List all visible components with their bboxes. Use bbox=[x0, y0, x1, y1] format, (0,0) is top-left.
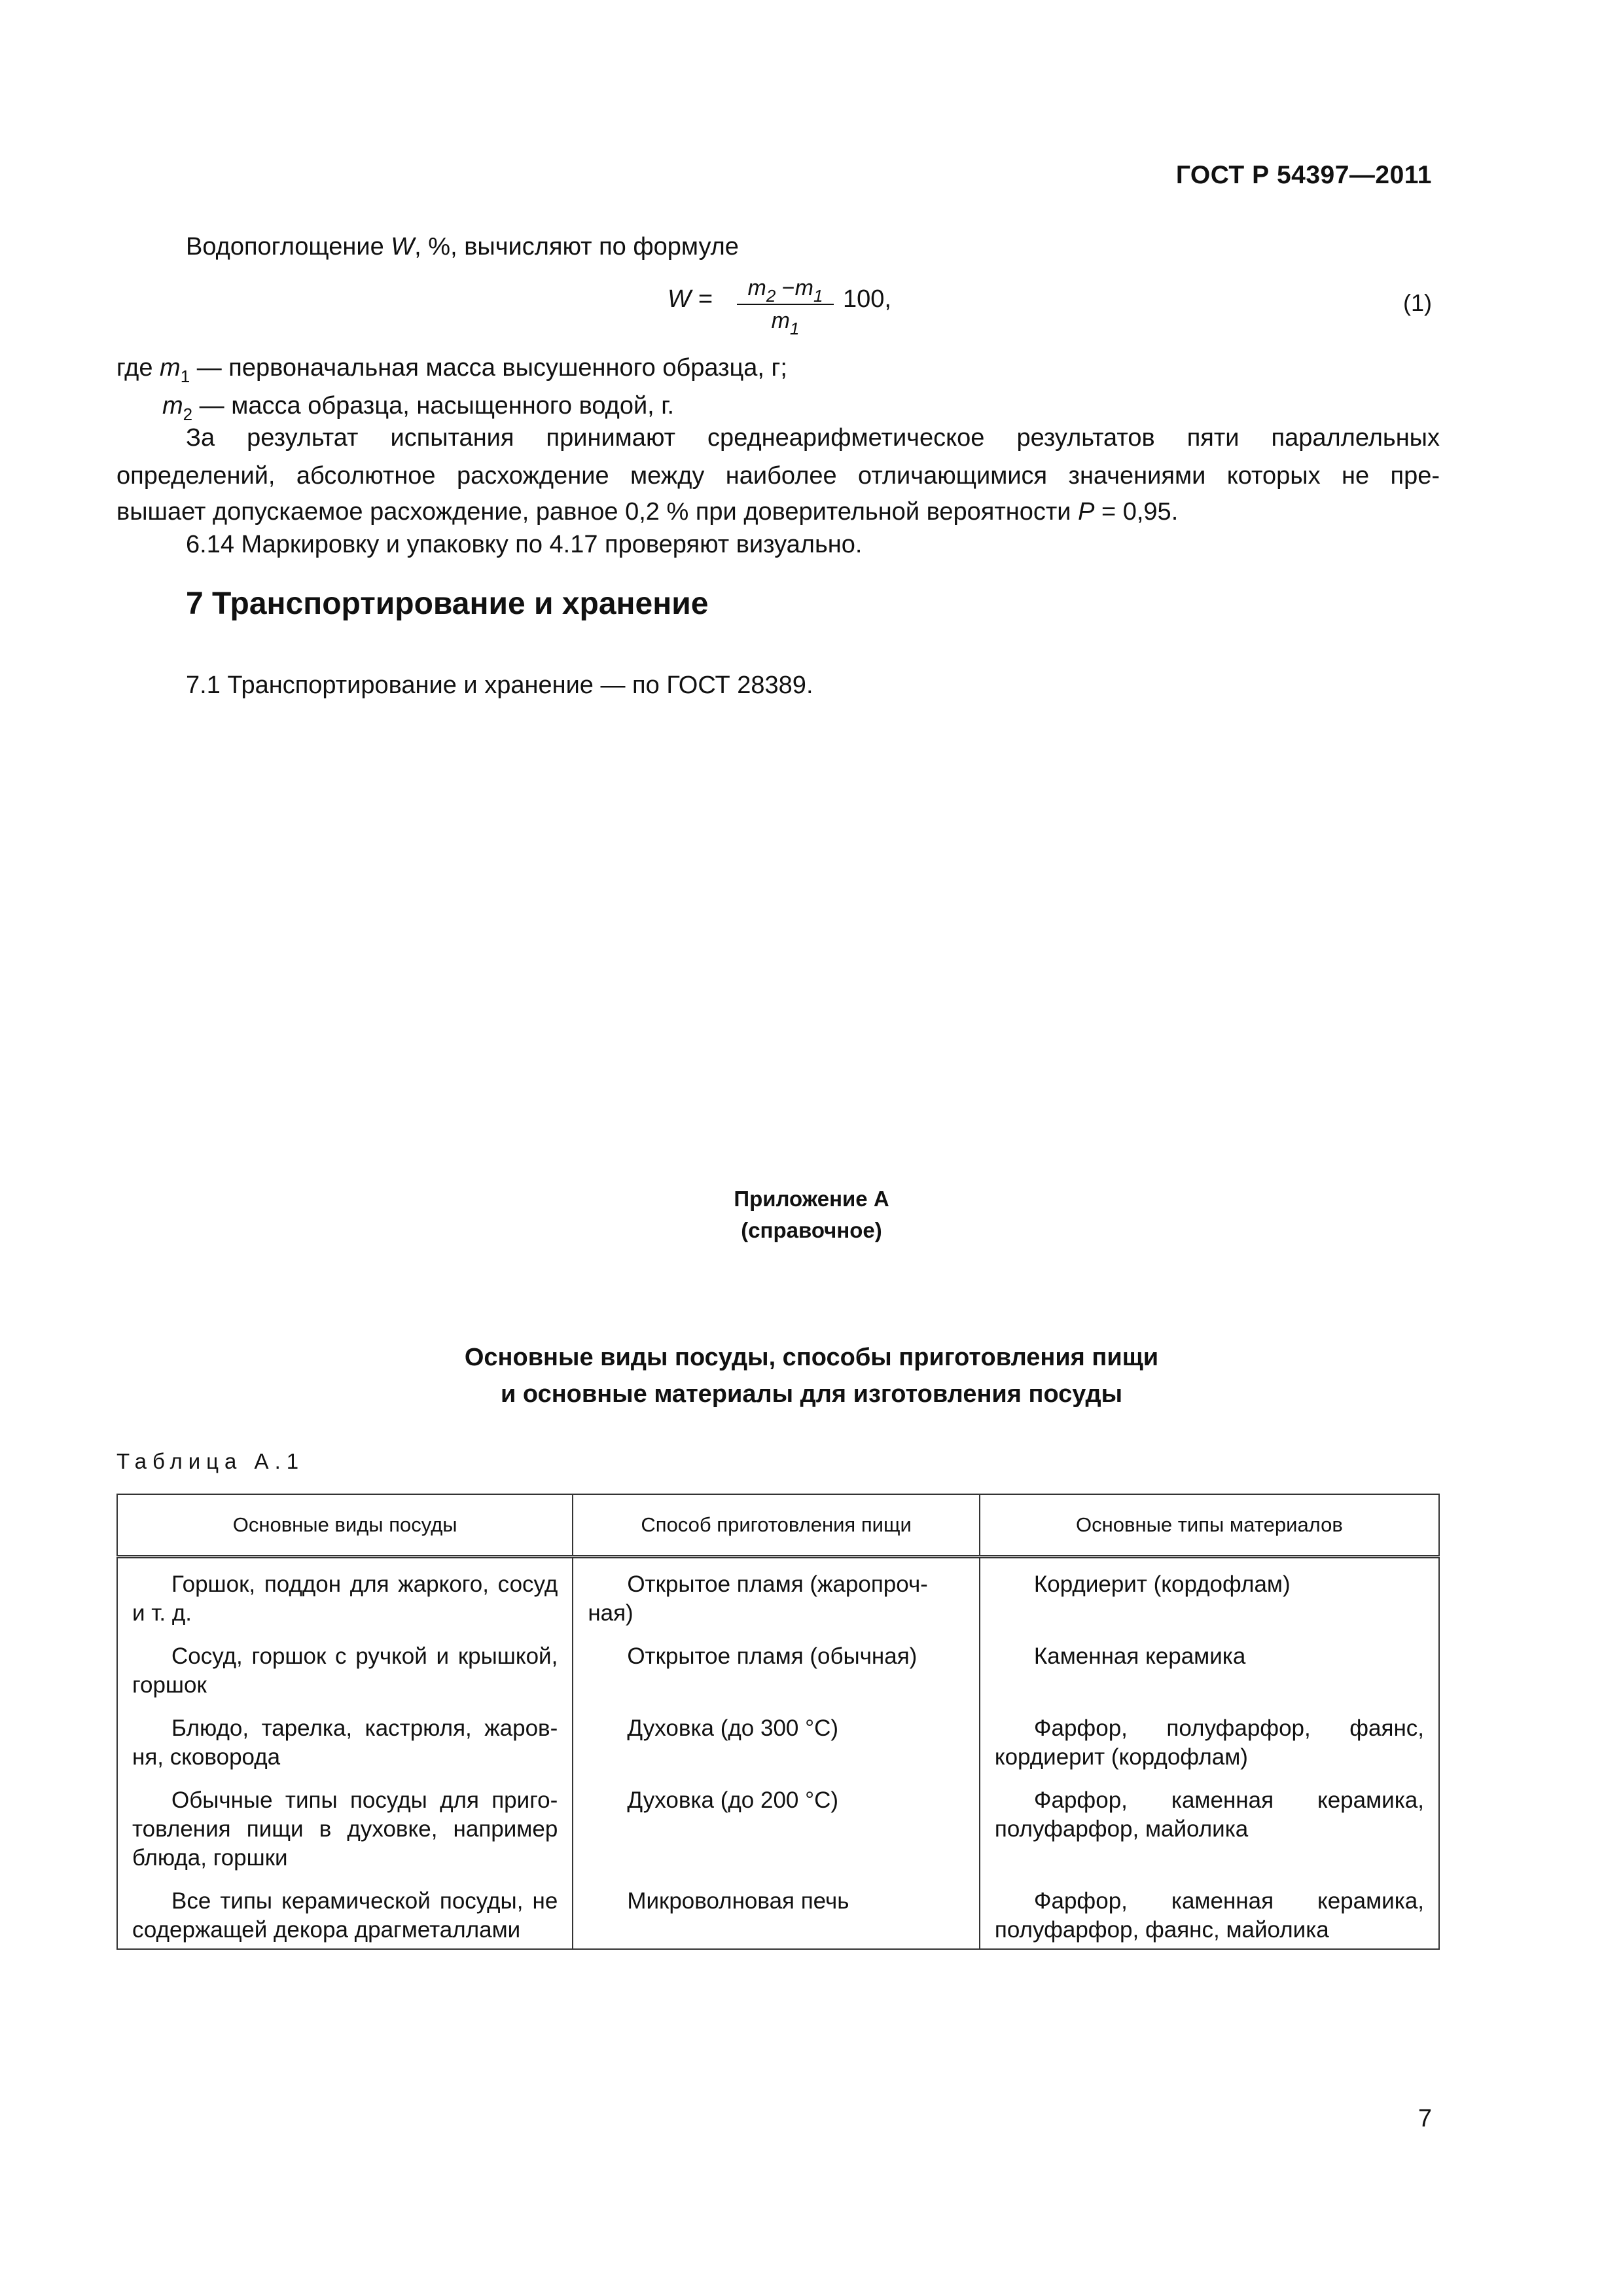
table-cell: Каменная керамика bbox=[980, 1642, 1439, 1714]
table-row bbox=[117, 1557, 1439, 1643]
table-row bbox=[117, 1786, 1439, 1887]
table-cell: Фарфор, каменная керамика, полуфарфор, майолика bbox=[980, 1786, 1439, 1887]
page-number: 7 bbox=[1418, 2105, 1432, 2132]
where-line-2: $m_2$ — масса образца, насыщенного водой, г. bbox=[162, 392, 675, 424]
formula-intro-var: W bbox=[391, 233, 415, 260]
table-row bbox=[117, 1887, 1439, 1949]
formula-intro-text: Водопоглощение bbox=[186, 233, 391, 260]
formula-numerator: $m_2 -m_1$ bbox=[747, 276, 823, 306]
table-row bbox=[117, 1642, 1439, 1714]
annex-title: Приложение А bbox=[734, 1187, 889, 1211]
table-cell: Фарфор, полуфарфор, фаянс, кордиерит (кордофлам) bbox=[980, 1714, 1439, 1786]
result-para-line-1: За результат испытания принимают среднеарифметическое результатов пяти параллельных bbox=[186, 424, 1440, 452]
column-header: Способ приготовления пищи bbox=[573, 1494, 980, 1557]
result-para-line-2: определений, абсолютное расхождение между наиболее отличающимися значениями которых не пре- bbox=[116, 462, 1440, 490]
table-label: Таблица А.1 bbox=[116, 1449, 305, 1473]
table-cell: Кордиерит (кордофлам) bbox=[980, 1557, 1439, 1643]
table-title bbox=[0, 1339, 1623, 1412]
equation-number: (1) bbox=[1403, 289, 1432, 316]
formula-lhs: W = bbox=[668, 285, 713, 313]
column-header: Основные типы материалов bbox=[980, 1494, 1439, 1557]
formula-denominator: $m_1$ bbox=[771, 308, 800, 338]
table-a1 bbox=[116, 1494, 1440, 1950]
formula-intro-text-end: , %, вычисляют по формуле bbox=[414, 233, 739, 260]
section-7-heading: 7 Транспортирование и хранение bbox=[186, 586, 709, 621]
table-cell: Обычные типы посуды для приго-товления пищи в духовке, например блюда, горшки bbox=[117, 1786, 573, 1887]
table-title-line-1: Основные виды посуды, способы приготовления пищи bbox=[464, 1344, 1159, 1371]
item-7-1: 7.1 Транспортирование и хранение — по ГОСТ 28389. bbox=[186, 672, 813, 699]
table-cell: Духовка (до 200 °С) bbox=[573, 1786, 980, 1887]
formula-intro bbox=[186, 228, 739, 266]
table-cell: Все типы керамической посуды, не содержащей декора драгметаллами bbox=[117, 1887, 573, 1949]
annex-status: (справочное) bbox=[741, 1218, 882, 1242]
table-cell: Открытое пламя (жаропроч-ная) bbox=[573, 1557, 980, 1643]
where-line-1: где $m_1$ — первоначальная масса высушенного образца, г; bbox=[116, 354, 787, 386]
formula-fraction bbox=[733, 274, 838, 338]
table-cell: Фарфор, каменная керамика, полуфарфор, фаянс, майолика bbox=[980, 1887, 1439, 1949]
formula-multiplier: 100, bbox=[843, 285, 891, 313]
item-6-14: 6.14 Маркировку и упаковку по 4.17 проверяют визуально. bbox=[186, 531, 863, 558]
table-cell: Открытое пламя (обычная) bbox=[573, 1642, 980, 1714]
standard-designation: ГОСТ Р 54397—2011 bbox=[1175, 161, 1432, 189]
column-header: Основные виды посуды bbox=[117, 1494, 573, 1557]
table-title-line-2: и основные материалы для изготовления посуды bbox=[500, 1380, 1123, 1408]
table-cell: Горшок, поддон для жаркого, сосуд и т. д. bbox=[117, 1557, 573, 1643]
table-cell: Микроволновая печь bbox=[573, 1887, 980, 1949]
table-cell: Блюдо, тарелка, кастрюля, жаров-ня, сковорода bbox=[117, 1714, 573, 1786]
table-cell: Духовка (до 300 °С) bbox=[573, 1714, 980, 1786]
table-header-row bbox=[117, 1494, 1439, 1557]
result-para-line-3: вышает допускаемое расхождение, равное 0,2 % при доверительной вероятности P = 0,95. bbox=[116, 498, 1179, 526]
table-row bbox=[117, 1714, 1439, 1786]
table-cell: Сосуд, горшок с ручкой и крышкой, горшок bbox=[117, 1642, 573, 1714]
annex-heading bbox=[0, 1183, 1623, 1246]
